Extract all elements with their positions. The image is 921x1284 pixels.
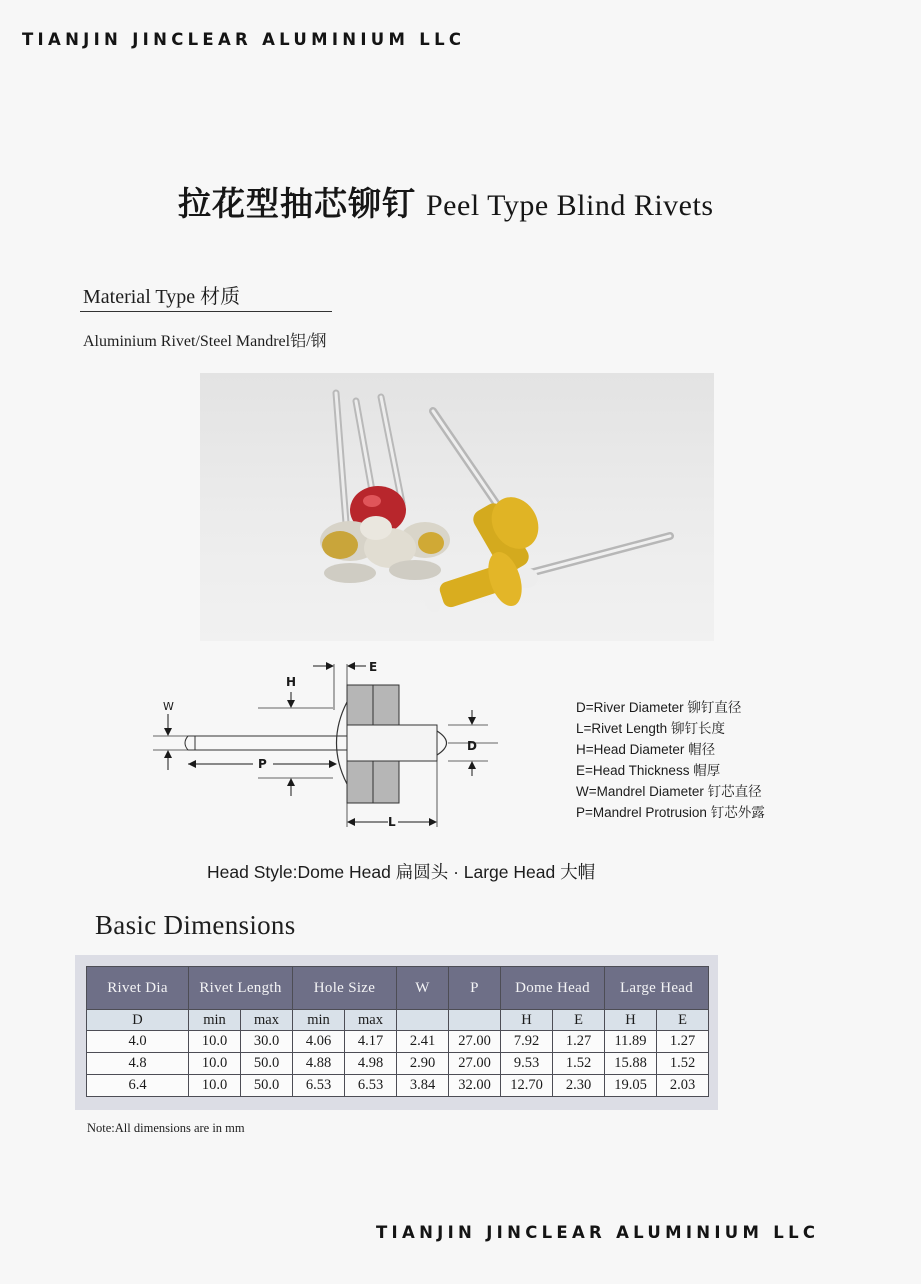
title-english: Peel Type Blind Rivets: [426, 189, 714, 222]
product-photo: [200, 373, 714, 641]
cell-p: 27.00: [449, 1053, 501, 1075]
header-hole-size: Hole Size: [293, 967, 397, 1010]
rivets-illustration: [200, 373, 714, 641]
cell-length-min: 10.0: [189, 1031, 241, 1053]
material-heading: Material Type 材质: [83, 286, 241, 308]
cell-dome-h: 7.92: [501, 1031, 553, 1053]
diagram-label-h: H: [286, 675, 297, 689]
legend-item-d: D=River Diameter 铆钉直径: [576, 700, 742, 715]
cell-w: 3.84: [397, 1075, 449, 1097]
cell-dome-h: 9.53: [501, 1053, 553, 1075]
cell-large-e: 1.52: [657, 1053, 709, 1075]
cell-w: 2.90: [397, 1053, 449, 1075]
table-header-row: [87, 967, 709, 1010]
subheader-dome-h: H: [501, 1010, 553, 1031]
material-value: Aluminium Rivet/Steel Mandrel铝/钢: [83, 333, 327, 350]
cell-hole-max: 6.53: [345, 1075, 397, 1097]
subheader-large-h: H: [605, 1010, 657, 1031]
cell-hole-min: 4.88: [293, 1053, 345, 1075]
legend-item-p: P=Mandrel Protrusion 钉芯外露: [576, 805, 765, 820]
diagram-label-p: P: [258, 757, 267, 771]
cell-length-max: 50.0: [241, 1053, 293, 1075]
legend-item-w: W=Mandrel Diameter 钉芯直径: [576, 784, 762, 799]
dimension-legend: [576, 696, 765, 822]
header-dome-head: Dome Head: [501, 967, 605, 1010]
cell-dome-e: 2.30: [553, 1075, 605, 1097]
cell-hole-min: 6.53: [293, 1075, 345, 1097]
cell-dome-h: 12.70: [501, 1075, 553, 1097]
subheader-w-empty: [397, 1010, 449, 1031]
table-row: [87, 1031, 709, 1053]
header-rivet-length: Rivet Length: [189, 967, 293, 1010]
dimensions-note: Note:All dimensions are in mm: [87, 1121, 245, 1135]
cell-rivet-dia: 6.4: [87, 1075, 189, 1097]
cell-w: 2.41: [397, 1031, 449, 1053]
cell-dome-e: 1.52: [553, 1053, 605, 1075]
cell-hole-max: 4.17: [345, 1031, 397, 1053]
subheader-dome-e: E: [553, 1010, 605, 1031]
table-subheader-row: [87, 1010, 709, 1031]
head-style-caption: Head Style:Dome Head 扁圆头 · Large Head 大帽: [207, 862, 596, 882]
cell-large-h: 19.05: [605, 1075, 657, 1097]
diagram-label-e: E: [369, 660, 378, 674]
header-w: W: [397, 967, 449, 1010]
cell-hole-min: 4.06: [293, 1031, 345, 1053]
legend-item-h: H=Head Diameter 帽径: [576, 742, 716, 757]
subheader-d: D: [87, 1010, 189, 1031]
legend-item-e: E=Head Thickness 帽厚: [576, 763, 721, 778]
cell-large-h: 15.88: [605, 1053, 657, 1075]
cell-large-e: 2.03: [657, 1075, 709, 1097]
header-p: P: [449, 967, 501, 1010]
cell-length-max: 30.0: [241, 1031, 293, 1053]
rivet-diagram: [148, 652, 518, 832]
dimensions-title: Basic Dimensions: [95, 910, 296, 940]
cell-hole-max: 4.98: [345, 1053, 397, 1075]
legend-item-l: L=Rivet Length 铆钉长度: [576, 721, 725, 736]
table-row: [87, 1075, 709, 1097]
cell-length-min: 10.0: [189, 1053, 241, 1075]
subheader-p-empty: [449, 1010, 501, 1031]
diagram-label-l: L: [388, 815, 396, 829]
diagram-label-d: D: [467, 739, 477, 753]
cell-p: 32.00: [449, 1075, 501, 1097]
subheader-hole-min: min: [293, 1010, 345, 1031]
header-rivet-dia: Rivet Dia: [87, 967, 189, 1010]
cell-large-e: 1.27: [657, 1031, 709, 1053]
diagram-label-w: W: [163, 700, 174, 713]
dimensions-table: [86, 966, 709, 1097]
table-row: [87, 1053, 709, 1075]
header-large-head: Large Head: [605, 967, 709, 1010]
cell-rivet-dia: 4.0: [87, 1031, 189, 1053]
company-name-footer: TIANJIN JINCLEAR ALUMINIUM LLC: [376, 1223, 820, 1242]
title-chinese: 拉花型抽芯铆钉: [178, 184, 416, 223]
subheader-length-min: min: [189, 1010, 241, 1031]
cell-length-max: 50.0: [241, 1075, 293, 1097]
subheader-length-max: max: [241, 1010, 293, 1031]
subheader-hole-max: max: [345, 1010, 397, 1031]
cell-length-min: 10.0: [189, 1075, 241, 1097]
cell-dome-e: 1.27: [553, 1031, 605, 1053]
material-underline: [80, 311, 332, 312]
cell-large-h: 11.89: [605, 1031, 657, 1053]
page-title: [178, 178, 714, 225]
company-name-header: TIANJIN JINCLEAR ALUMINIUM LLC: [22, 30, 466, 49]
cell-p: 27.00: [449, 1031, 501, 1053]
cell-rivet-dia: 4.8: [87, 1053, 189, 1075]
subheader-large-e: E: [657, 1010, 709, 1031]
